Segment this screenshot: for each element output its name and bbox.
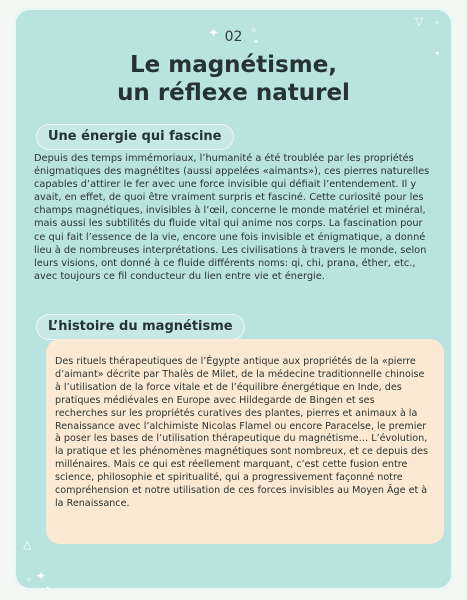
triangle-outline-icon: △ [23,538,32,551]
sparkle-icon: ✦ [253,38,259,46]
sparkle-icon: ✦ [36,569,47,583]
triangle-outline-icon: ▽ [415,15,424,28]
sparkle-icon: ✦ [434,49,441,58]
page [14,8,453,590]
page-title [14,51,453,107]
sparkle-icon: ✦ [45,585,51,590]
page-title-line-1: Le magnétisme, [129,52,338,78]
section-heading-history: L’histoire du magnétisme [36,314,245,340]
chapter-number: 02 [224,29,243,45]
sparkle-icon: ✧ [434,19,440,27]
section-body-energy: Depuis des temps immémoriaux, l’humanité a été troublée par les propriétés énigmatiques des magnétites (aussi appelées «aimants»), ces pierres naturelles capables d’attirer le fer avec une force invisible qui défiait l’entendement. Il y avait, en effet, de quoi être vraiment surpris et fasciné. Cette curiosité pour les champs magnétiques, invisibles à l’œil, concerne le monde matériel et minéral, mais aussi les subtilités du fluide vital qui anime nos corps. La fascination pour ce qui fait l’essence de la vie, encore une fois invisible et énigmatique, a donné lieu à de nombreuses interprétations. Les civilisations à travers le monde, selon leurs visions, ont donné à ce fluide différents noms: qi, chi, prana, éther, etc., avec toujours ce fil conducteur du lien entre vie et énergie. [34,153,430,282]
section-body-history: Des rituels thérapeutiques de l’Égypte antique aux propriétés de la «pierre d’aimant» décrite par Thalès de Milet, de la médecine traditionnelle chinoise à l’utilisation de la force vitale et de l’équilibre énergétique en Inde, des pratiques médiévales en Europe avec Hildegarde de Bingen et ses recherches sur les propriétés curatives des plantes, pierres et animaux à la Renaissance avec l’alchimiste Nicolas Flamel ou encore Paracelse, le premier à poser les bases de l’utilisation thérapeutique du magnétisme… L’évolution, la pratique et les phénomènes magnétiques sont nombreux, et ce depuis des millénaires. Mais ce qui est réellement marquant, c’est cette fusion entre science, philosophie et spiritualité, qui a progressivement façonné notre compréhension et notre utilisation de ces forces invisibles au Moyen Âge et à la Renaissance. [55,356,428,509]
sparkle-icon: ✦ [208,26,219,41]
page-title-line-2: un réflexe naturel [117,80,350,106]
sparkle-icon: ✧ [250,26,258,36]
section-heading-energy: Une énergie qui fascine [36,124,234,150]
sparkle-icon: ✧ [26,576,32,584]
